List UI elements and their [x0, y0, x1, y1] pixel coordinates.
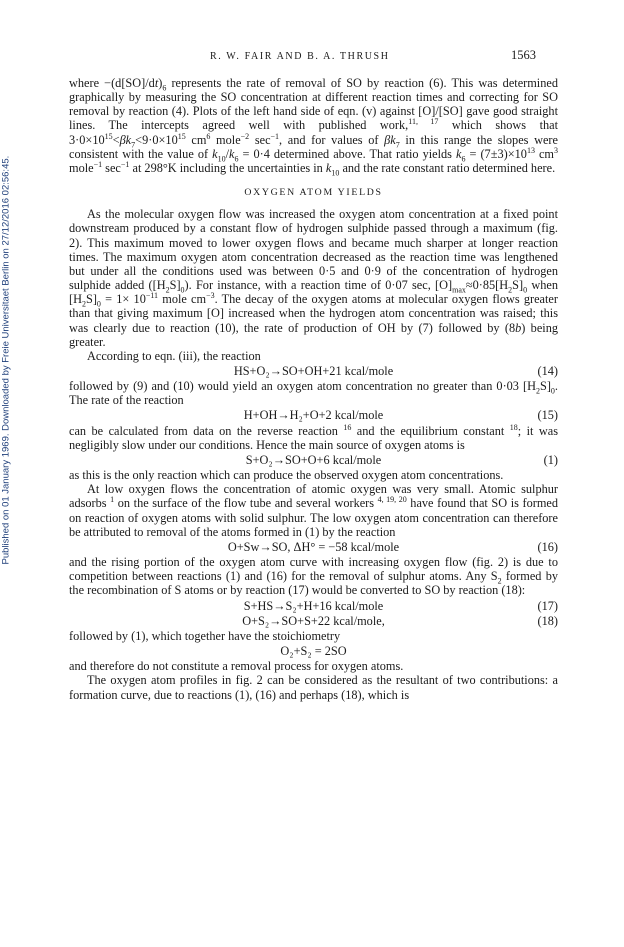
equation-14 [69, 364, 558, 378]
running-head-authors: R. W. FAIR AND B. A. THRUSH [210, 51, 390, 62]
paragraph-eqn-iii: According to eqn. (iii), the reaction [87, 348, 261, 363]
article-body [69, 76, 558, 702]
equation-15 [69, 408, 558, 422]
equation-number: (17) [537, 598, 558, 613]
paragraph-after-18: followed by (1), which together have the stoichiometry [69, 628, 341, 643]
paragraph-oxygen-flow: As the molecular oxygen flow was increased the oxygen atom concentration at a fixed point downstream produced by a constant flow of hydrogen sulphide passed through a maximum (fig. 2). This maximum moved to lower oxygen flows and became much sharper at longer reaction times. The maximum oxygen atom concentration decreased as the reaction time was lengthened but under all the conditions used was between 0·5 and 0·9 of the concentration of hydrogen sulphide added $([H_2S]_0)$. For instance, with a reaction time of 0·07 sec, $[O]_{max}\approx 0\cdot 85[H_2S]_0$ when $[H_2S]_0 = 1\times 10^{-11}$ mole $cm^{-3}$. The decay of the oxygen atoms at molecular oxygen flows greater than that giving maximum [O] increased when the hydrogen atom concentration was raised; this was clearly due to reaction (10), the rate of production of OH by (7) followed by (8b) being greater. [69, 207, 558, 349]
equation-expression: S+O₂→SO+O+6 kcal/mole [245, 452, 382, 467]
paragraph-low-oxygen: At low oxygen flows the concentration of atomic oxygen was very small. Atomic sulphur adsorbs $^1$ on the surface of the flow tube and several workers $^{4, 19, 20}$ have found that SO is formed on reaction of oxygen atoms with solid sulphur. The low oxygen atom concentration can therefore be attributed to removal of the atoms formed in (1) by the reaction [69, 482, 559, 539]
equation-expression: S+HS→S₂+H+16 kcal/mole [243, 598, 384, 613]
paragraph-rate-analysis: where $-(d[SO]/dt)_6$ represents the rate of removal of SO by reaction (6). This was determined graphically by measuring the SO concentration at different reaction times and correcting for SO removal by reaction (4). Plots of the left hand side of eqn. (v) against [O]/[SO] gave good straight lines. The intercepts agreed well with published work,$^{11, 17}$ which shows that $3\cdot 0\times 10^{15}<\beta k_7<9\cdot 0\times 10^{15}$ $cm^6$ mole$^{-2}$ $\sec^{-1}$, and for values of $\beta k_7$ in this range the slopes were consistent with the value of $k_{10}/k_6 = 0\cdot 4$ determined above. That ratio yields $k_6 = (7\pm 3)\times 10^{13}$ $cm^3$ mole$^{-1}$ $\sec^{-1}$ at 298°K including the uncertainties in $k_{10}$ and the rate constant ratio determined here. [69, 76, 559, 178]
paragraph-after-16: and the rising portion of the oxygen atom curve with increasing oxygen flow (fig. 2) is due to competition between reactions (1) and (16) for the removal of sulphur atoms. Any $S_2$ formed by the recombination of S atoms or by reaction (17) would be converted to SO by reaction (18): [69, 555, 558, 598]
equation-16 [69, 540, 558, 554]
equation-17 [69, 599, 558, 613]
equation-expression: O+Sw→SO, ΔH° = −58 kcal/mole [227, 539, 400, 554]
equation-expression: H+OH→H₂+O+2 kcal/mole [243, 408, 384, 423]
paragraph-after-1: as this is the only reaction which can produce the observed oxygen atom concentrations. [69, 468, 504, 483]
page-number: 1563 [511, 48, 536, 62]
equation-number: (1) [543, 452, 558, 467]
download-notice: Published on 01 January 1969. Downloaded by Freie Universitaet Berlin on 27/12/2016 02:56:45. [0, 155, 12, 565]
equation-expression: O₂+S₂ = 2SO [280, 644, 347, 659]
page-header [0, 48, 624, 66]
equation-number: (15) [537, 408, 558, 423]
equation-expression: O+S₂→SO+S+22 kcal/mole, [242, 613, 385, 628]
equation-expression: HS+O₂→SO+OH+21 kcal/mole [233, 363, 394, 378]
paragraph-after-stoich: and therefore do not constitute a removal process for oxygen atoms. [69, 659, 404, 674]
equation-18 [69, 614, 558, 628]
paragraph-profiles: The oxygen atom profiles in fig. 2 can be considered as the resultant of two contributions: a formation curve, due to reactions (1), (16) and perhaps (18), which is [69, 673, 558, 702]
equation-1 [69, 453, 558, 467]
section-heading: OXYGEN ATOM YIELDS [244, 187, 383, 199]
equation-number: (16) [537, 539, 558, 554]
paragraph-after-15: can be calculated from data on the reverse reaction $^{16}$ and the equilibrium constant $^{18}$; it was negligibly slow under our conditions. Hence the main source of oxygen atoms is [69, 422, 558, 452]
equation-number: (14) [537, 363, 558, 378]
equation-number: (18) [537, 613, 558, 628]
paragraph-after-14: followed by (9) and (10) would yield an oxygen atom concentration no greater than 0·03 $[H_2S]_0$. The rate of the reaction [69, 379, 558, 408]
equation-stoichiometry [69, 644, 558, 658]
